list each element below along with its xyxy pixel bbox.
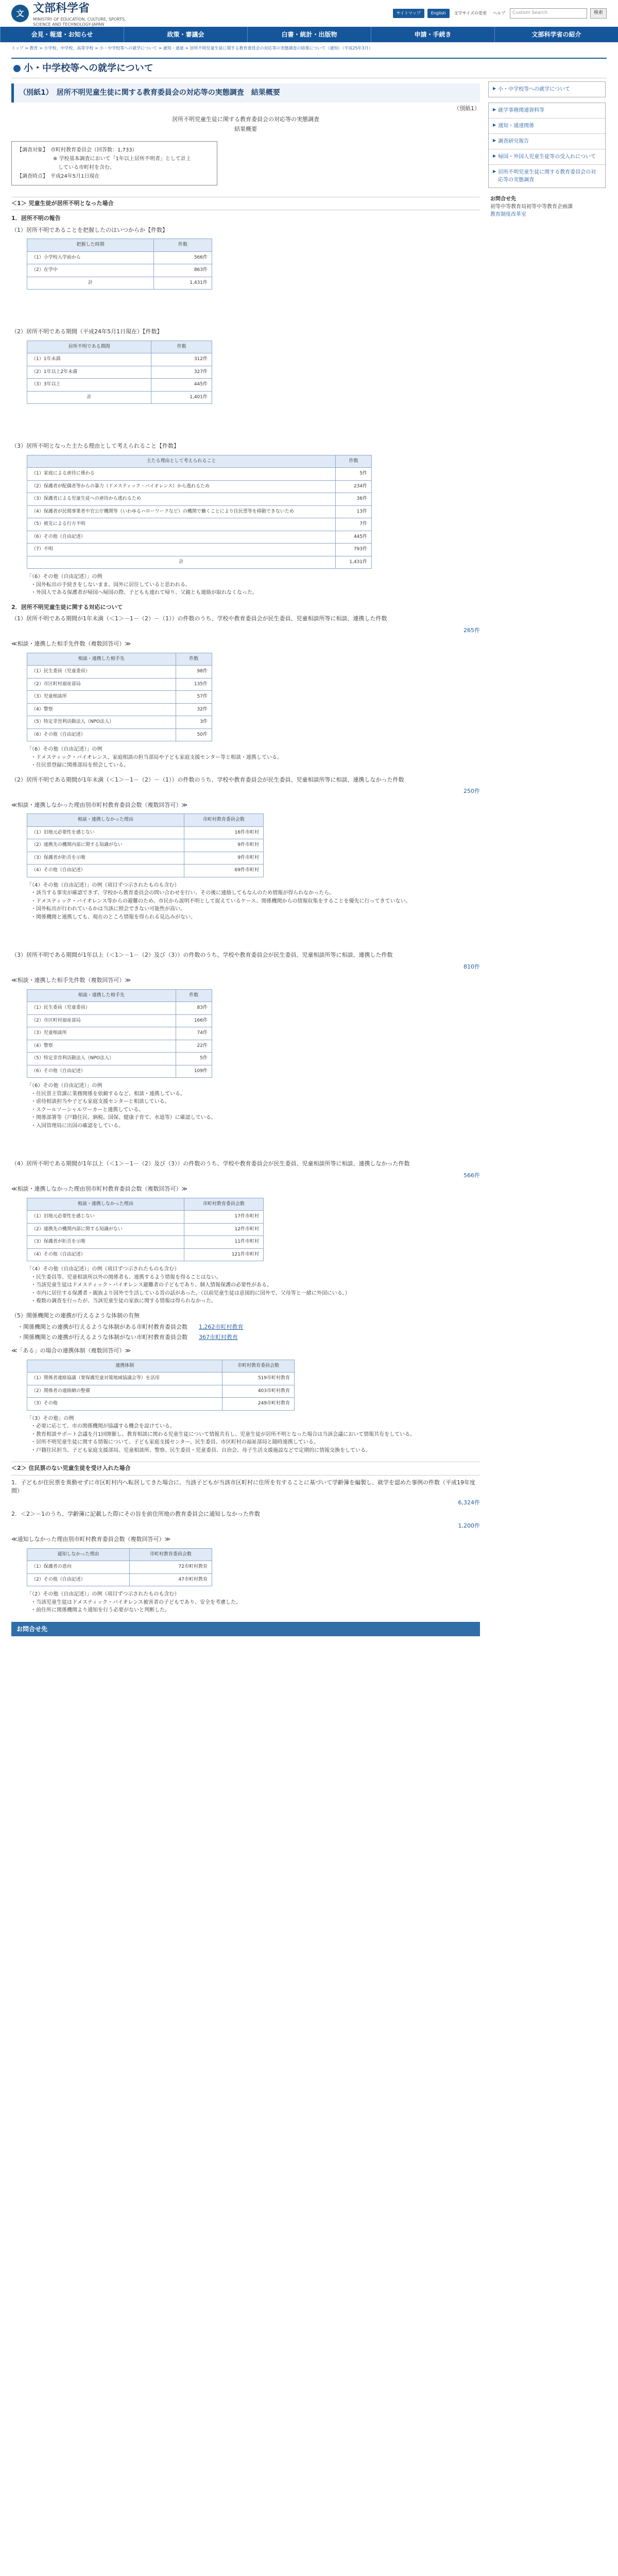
arrow-icon: ▶ [493, 107, 496, 112]
table-row: （4）警察 32件 [27, 703, 212, 716]
table-row: （3）3年以上 445件 [27, 379, 212, 392]
data-table: 相談・連携しなかった理由 市町村教育委員会数 （1）旧地元必要性を感じない 16件市町村 （2）連携先の機関内部に関する知識がない 9件市町村 （3）保護者が拒否を示唆 9件市町村 （4）その他（自由記述） 69件市町村 [27, 814, 264, 877]
arrow-icon: ▶ [493, 86, 496, 91]
table-row: （4）その他（自由記述） 69件市町村 [27, 865, 264, 877]
sitemap-link[interactable]: サイトマップ [393, 9, 424, 18]
table-row: （2）保護者が配偶者等からの暴力（ドメスティック・バイオレンス）から逃れるため 234件 [27, 480, 372, 493]
page-title-bar [11, 58, 607, 78]
count-link[interactable]: 250件 [464, 788, 480, 794]
question-text: （4）居所不明である期間が1年以上（＜1＞－1－（2）及び（3））の件数のうち、学校や教育委員会が民生委員、児童相談所等に相談、連携しなかった件数 [11, 1160, 410, 1167]
table-row: （7）不明 793件 [27, 544, 372, 556]
table-caption: ≪相談・連携した相手先件数（複数回答可）≫ [11, 977, 131, 984]
table-row: 計 1,431件 [27, 277, 212, 290]
table-caption: ≪「ある」の場合の連携体制（複数回答可）≫ [11, 1347, 131, 1354]
logo-mark-icon: 文 [11, 5, 29, 22]
example-note: 「（4）その他（自由記述）」の例（項目ずつ示されたものも含む） ・該当する事実が確認できず、学校から教育委員会の問い合わせを行い、その後に連絡してもなんのため情報が得られなかったら。 ・ドメスティック・バイオレンス等からの避難のため、市民から説明不明として捉えているケース、関係機関からの情報収集をすることを優先に行ってきていない。 ・国外転出が行われているかは当該に照会できない可能性が高い。 ・関係機関と連携しても、現在のところ情報を得られる見込みがない。 [27, 882, 411, 920]
section-title: （別紙1） 居所不明児童生徒に関する教育委員会の対応等の実態調査 結果概要 [11, 83, 480, 103]
table-caption: ≪相談・連携しなかった理由別市町村教育委員会数（複数回答可）≫ [11, 801, 188, 808]
count-link[interactable]: 1,200件 [458, 1522, 480, 1529]
table-row: （4）警察 22件 [27, 1040, 212, 1053]
subsection-heading: 1．居所不明の報告 [11, 215, 61, 222]
title-bullet-icon [13, 65, 21, 72]
example-note: 「（3）その他」の例 ・必要に応じて、市の関係機関が協議する機会を設けている。 ・教育相談サポート会議を月1回開催し、教育相談に関わる児童生徒について情報共有し、児童生徒が居所不明となった場合は当該会議において情報共有をしている。 ・居所不明児童生徒に関する情報について、子ども家庭支援センター、民生委員、市区町村の福祉部局と随時連携している。 ・戸籍住民担当、子ども家庭支援部局、児童相談所、警察、民生委員・児童委員、自治会、母子生活支援施設などで定期的に情報交換をしている。 [27, 1415, 416, 1453]
table-row: （1）小学校入学前から 566件 [27, 251, 212, 264]
arrow-icon: ▶ [493, 123, 496, 127]
global-nav [0, 27, 618, 42]
table-caption: ≪通知しなかった理由別市町村教育委員会数（複数回答可）≫ [11, 1536, 171, 1543]
english-link[interactable]: English [427, 9, 450, 18]
count-link[interactable]: 6,324件 [458, 1499, 480, 1506]
table-row: （1）関係者連絡協議（要保護児童対策地域協議会等）を活用 519市町村教育 [27, 1372, 295, 1385]
data-table: 相談・連携した相手先 件数 （1）民生委員（児童委員） 83件 （2）市区町村福祉部局 166件 （3）児童相談所 74件 （4）警察 22件 （5）特定非営利活動法人（NPO法人） 5件 （6）その他（自由記述） 109件 [27, 989, 212, 1078]
table-row: （2）1年以上2年未満 327件 [27, 366, 212, 379]
example-note: 「（4）その他（自由記述）」の例（項目ずつ示されたものも含む） ・民生委員等、児童相談所以外の関係者も、連携するよう情報を得ることはない。 ・当該児童生徒はドメスティック・バイオレンス避難者の子どもであり、個人情報保護の必要性がある。 ・市内に居住する保護者・親族より国外で生活している旨の話があった。（以前児童生徒は意図的に国外で、父母等と一緒に外国にいる。） ・複数の調査を行ったが、当該児童生徒の家族に関する情報は得られなかった。 [27, 1266, 350, 1304]
data-table: 相談・連携しなかった理由 市町村教育委員会数 （1）旧地元必要性を感じない 17件市町村 （2）連携先の機関内部に関する知識がない 12件市町村 （3）保護者が拒否を示唆 11件市町村 （4）その他（自由記述） 121件市町村 [27, 1198, 264, 1262]
table-caption: ≪相談・連携した相手先件数（複数回答可）≫ [11, 640, 131, 647]
page-title: 小・中学校等への就学について [24, 63, 153, 74]
font-size-label[interactable]: 文字サイズの変更 [454, 11, 487, 15]
sidebar [488, 81, 606, 1636]
survey-subtitle: 結果概要 [234, 126, 257, 132]
sidebar-item[interactable]: ▶ 居所不明児童生徒に関する教育委員会の対応等の実態調査 [493, 169, 596, 183]
count-line: ・関係機関との連携が行えるような体制がない市町村教育委員会数 367市町村教育 [18, 1333, 238, 1341]
search-button[interactable]: 検索 [590, 8, 607, 19]
gnav-item-about[interactable]: 文部科学省の紹介 [494, 27, 618, 42]
sidebar-item[interactable]: ▶ 通知・通達関係 [489, 118, 605, 134]
table-row: （3）児童相談所 74件 [27, 1027, 212, 1040]
table-row: （1）旧地元必要性を感じない 17件市町村 [27, 1211, 264, 1224]
example-note: 「（2）その他（自由記述）」の例（項目ずつ示されたものも含む） ・当該児童生徒はドメスティック・バイオレンス被害者の子どもであり、安全を考慮した。 ・前住所に関係機関より通知を行う必要がないと判断した。 [27, 1591, 242, 1613]
count-link[interactable]: 265件 [464, 626, 480, 634]
question-text: （1）居所不明である期間が1年未満（＜1＞－1－（2）－（1））の件数のうち、学校や教育委員会が民生委員、児童相談所等に相談、連携した件数 [11, 615, 387, 622]
logo-subtitle: MINISTRY OF EDUCATION, CULTURE, SPORTS, SCIENCE AND TECHNOLOGY-JAPAN [33, 16, 126, 27]
contact-footer-bar: お問合せ先 [11, 1622, 480, 1636]
question-text: （2）居所不明である期間が1年未満（＜1＞－1－（2）－（1））の件数のうち、学校や教育委員会が民生委員、児童相談所等に相談、連携しなかった件数 [11, 776, 404, 783]
sidebar-menu [488, 81, 606, 97]
table-row: （4）その他（自由記述） 121件市町村 [27, 1248, 264, 1261]
arrow-icon: ▶ [493, 138, 496, 143]
table-row: （1）旧地元必要性を感じない 16件市町村 [27, 826, 264, 839]
count-line: ・関係機関との連携が行えるような体制がある市町村教育委員会数 1,262市町村教育 [18, 1324, 244, 1330]
table-row: （2）在学中 863件 [27, 264, 212, 277]
info-line: ※ 学校基本調査において「1年以上居所不明者」として計上 [17, 156, 191, 162]
survey-info-box [11, 141, 217, 185]
table-row: 計 1,431件 [27, 556, 372, 569]
subsection-heading: 2．居所不明児童生徒に関する対応について [11, 603, 123, 611]
table-row: 計 1,401件 [27, 391, 212, 404]
table-row: （3）保護者が拒否を示唆 9件市町村 [27, 852, 264, 865]
help-link[interactable]: ヘルプ [492, 11, 505, 15]
breadcrumb-text[interactable]: トップ > 教育 > 小学校、中学校、高等学校 > 小・中学校等への就学について > 通知・通達 > 居所不明児童生徒に関する教育委員会の対応等の実態調査の結果について（通知）（平成25年3月） [11, 46, 373, 50]
table-row: （1）1年未満 312件 [27, 353, 212, 366]
data-table [27, 239, 212, 290]
table-row: （6）その他（自由記述） 50件 [27, 728, 212, 741]
question-text: （1）居所不明であることを把握したのはいつからか【件数】 [11, 226, 168, 233]
data-table: 相談・連携した相手先 件数 （1）民生委員（児童委員） 98件 （2）市区町村福祉部局 135件 （3）児童相談所 57件 （4）警察 32件 （5）特定非営利活動法人（NPO法人） 3件 （6）その他（自由記述） 50件 [27, 653, 212, 742]
info-line: している市町村を含む。 [17, 164, 115, 171]
table-row: （5）特定非営利活動法人（NPO法人） 5件 [27, 1053, 212, 1065]
table-row: （1）保護者の意向 72市町村教育 [27, 1561, 212, 1574]
sidebar-item[interactable]: ▶ 調査研究報告 [489, 134, 605, 149]
table-row: （3）その他 249市町村教育 [27, 1398, 295, 1411]
example-note: 「（6）その他（自由記述）」の例 ・住民票主管課に業務関係を依頼するなど、相談・連携している。 ・虐待相談担当や子ども家庭支援センターと相談している。 ・スクールソーシャルワーカーと連携している。 ・関係部署等（戸籍住民、納税、国保、健康子育て、水道等）に確認している。 ・入国管理局に出国の確認をしている。 [27, 1083, 216, 1129]
sidebar-menu [488, 103, 606, 188]
table-row: （6）その他（自由記述） 445件 [27, 531, 372, 544]
table-header: 把握した時期 [27, 239, 154, 252]
count-link[interactable]: 566件 [464, 1172, 480, 1179]
breadcrumb [0, 42, 618, 55]
question-text: 2．＜2＞－1のうち、学齢簿に記載した際にその旨を前住所地の教育委員会に通知しなかった件数 [11, 1511, 260, 1517]
table-row: （1）民生委員（児童委員） 98件 [27, 666, 212, 679]
gnav-item-press[interactable]: 会見・報道・お知らせ [0, 27, 124, 42]
table-row: （2）市区町村福祉部局 166件 [27, 1014, 212, 1027]
question-text: （2）居所不明である期間（平成24年5月1日現在）【件数】 [11, 328, 163, 335]
data-table: 主たる理由として考えられること 件数 （1）家庭による虐待に係わる 5件 （2）保護者が配偶者等からの暴力（ドメスティック・バイオレンス）から逃れるため 234件 （3）保護者による児童生徒への虐待から逃れるため 36件 （4）保護者が民間事業者や官公庁機関等（いわゆるハローワークなど）の機関で働くことにより住民票等を移動できないため 13件 （5）被災による行方不明 7件 （6）その他（自由記述） 445件 （7）不明 793件 計 1,431件 [27, 455, 372, 569]
search-input[interactable]: Custom Search [510, 8, 587, 19]
question-text: （3）居所不明となった主たる理由として考えられること【件数】 [11, 443, 179, 449]
table-row: （2）関係者の連絡網の整備 403市町村教育 [27, 1385, 295, 1398]
table-row: （4）保護者が民間事業者や官公庁機関等（いわゆるハローワークなど）の機関で働くことにより住民票等を移動できないため 13件 [27, 505, 372, 518]
question-text: 1．子どもが住民票を異動せずに市区町村内へ転居してきた場合に、当該子どもが当該市区町村に住所を有することに基づいて学齢簿を編製し、就学を認めた事例の件数（平成19年度間） [11, 1479, 475, 1494]
question-text: （5）関係機関との連携が行えるような体制の有無 [11, 1312, 140, 1319]
section-heading: ＜1＞ 児童生徒が居所不明となった場合 [11, 197, 480, 211]
table-row: （6）その他（自由記述） 109件 [27, 1065, 212, 1078]
example-note: 「（6）その他（自由記述）」の例 ・国外転出の手続きをしないまま、国外に居住していると思われる。 ・外国人である保護者が帰国へ帰国の際、子どもも連れて帰り、父親とも連絡が取れなくなった。 [27, 574, 258, 596]
table-row: （2）連携先の機関内部に関する知識がない 9件市町村 [27, 839, 264, 852]
example-note: 「（6）その他（自由記述）」の例 ・ドメスティック・バイオレンス、家庭相談の担当部局や子ども家庭支援センター等と相談・連携している。 ・住民票登録に関係部局を照会している。 [27, 747, 282, 768]
table-row: （1）民生委員（児童委員） 83件 [27, 1002, 212, 1015]
data-table: 連携体制 市町村教育委員会数 （1）関係者連絡協議（要保護児童対策地域協議会等）を活用 519市町村教育 （2）関係者の連絡網の整備 403市町村教育 （3）その他 249市町村教育 [27, 1360, 295, 1411]
table-row: （3）保護者が拒否を示唆 11件市町村 [27, 1236, 264, 1249]
main-content [11, 81, 480, 1636]
table-row: （2）連携先の機関内部に関する知識がない 12件市町村 [27, 1223, 264, 1236]
sidebar-item[interactable]: ▶ 小・中学校等への就学について [493, 86, 570, 92]
info-line: 【調査対象】 市町村教育委員会（回答数：1,733） [17, 147, 138, 153]
table-row: （5）被災による行方不明 7件 [27, 518, 372, 531]
table-header: 件数 [154, 239, 212, 252]
table-row: （2）その他（自由記述） 47市町村教育 [27, 1573, 212, 1586]
arrow-icon: ▶ [493, 169, 496, 174]
table-caption: ≪相談・連携しなかった理由別市町村教育委員会数（複数回答可）≫ [11, 1185, 188, 1192]
table-row: （5）特定非営利活動法人（NPO法人） 3件 [27, 716, 212, 729]
data-table: 居所不明である期間 件数 （1）1年未満 312件 （2）1年以上2年未満 327件 （3）3年以上 445件 計 1,401件 [27, 341, 212, 404]
gnav-item-applications[interactable]: 申請・手続き [371, 27, 494, 42]
table-row: （1）家庭による虐待に係わる 5件 [27, 468, 372, 481]
gnav-item-publications[interactable]: 白書・統計・出版物 [247, 27, 371, 42]
contact-link[interactable]: 教育制度改革室 [490, 212, 526, 217]
survey-title: 居所不明児童生徒に関する教育委員会の対応等の実態調査 [172, 115, 319, 123]
attachment-label: （別紙1） [454, 105, 480, 112]
table-row: （2）市区町村福祉部局 135件 [27, 678, 212, 691]
gnav-item-policy[interactable]: 政策・審議会 [124, 27, 247, 42]
count-link[interactable]: 810件 [464, 963, 480, 970]
arrow-icon: ▶ [493, 154, 496, 158]
sidebar-item[interactable]: ▶ 就学事務関連資料等 [489, 103, 605, 118]
contact-info: お問合せ先 初等中等教育局初等中等教育企画課 教育制度改革室 [488, 193, 606, 221]
question-text: （3）居所不明である期間が1年以上（＜1＞－1－（2）及び（3））の件数のうち、学校や教育委員会が民生委員、児童相談所等に相談、連携した件数 [11, 952, 393, 958]
table-row: （3）保護者による児童生徒への虐待から逃れるため 36件 [27, 493, 372, 506]
site-logo[interactable] [11, 0, 136, 27]
utility-nav [393, 8, 607, 19]
table-row: （3）児童相談所 57件 [27, 691, 212, 704]
site-header [0, 0, 618, 27]
sidebar-item[interactable]: ▶ 帰国・外国人児童生徒等の受入れについて [489, 149, 605, 165]
logo-title: 文部科学省 [33, 2, 90, 15]
data-table: 通知しなかった理由 市町村教育委員会数 （1）保護者の意向 72市町村教育 （2）その他（自由記述） 47市町村教育 [27, 1548, 212, 1587]
info-line: 【調査時点】 平成24年5月1日現在 [17, 173, 100, 179]
section-heading: ＜2＞ 住民票のない児童生徒を受け入れた場合 [11, 1462, 480, 1476]
